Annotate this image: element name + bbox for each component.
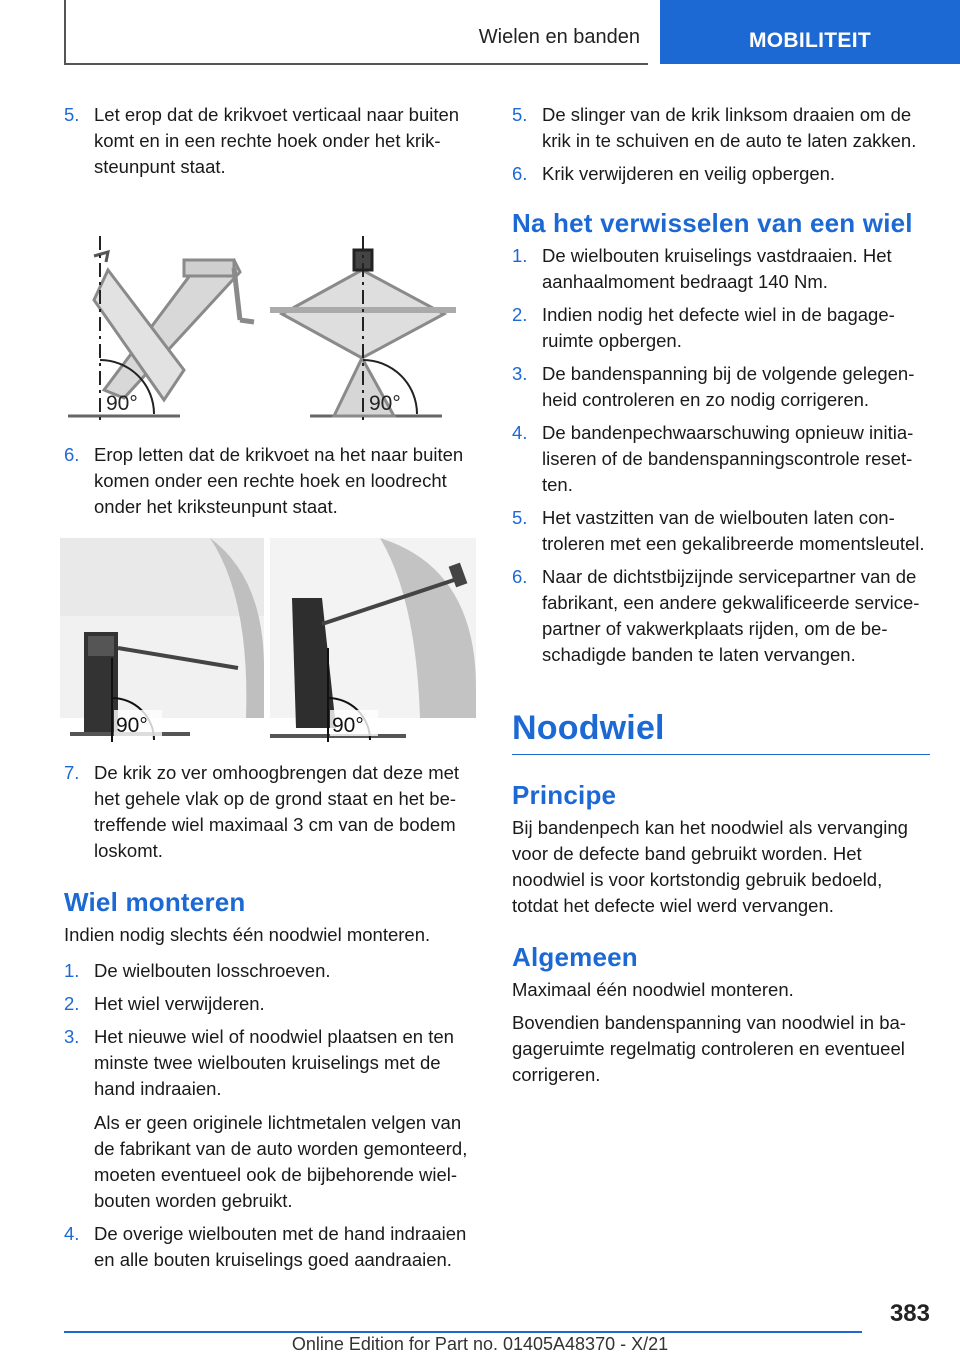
jack-photo-figure xyxy=(60,538,482,744)
step-number: 4. xyxy=(64,1223,80,1244)
chapter-heading-wrap xyxy=(512,708,930,755)
step-text: Indien nodig het defecte wiel in de bagageruimte opbergen. xyxy=(542,304,895,351)
step-text: De overige wielbouten met de hand indraaien en alle bouten kruiselings goed aandraaien. xyxy=(94,1223,467,1270)
step-number: 4. xyxy=(512,422,528,443)
left-column xyxy=(64,102,482,1280)
header-chapter-tab: MOBILITEIT xyxy=(660,0,960,64)
step-text: De bandenpechwaarschuwing opnieuw initialiseren of de bandenspanningscontrole resetten. xyxy=(542,422,914,495)
list-item xyxy=(512,243,930,295)
paragraph: Indien nodig slechts één noodwiel monteren. xyxy=(64,924,431,945)
list-item xyxy=(512,420,930,498)
step-text: Naar de dichtstbijzijnde servicepartner van de fabrikant, een andere gekwalificeerde servicepartner of vakwerkplaats rijden, om de beschadigde banden te laten vervangen. xyxy=(542,566,920,665)
list-item xyxy=(64,991,482,1017)
list-item xyxy=(512,102,930,154)
list-item xyxy=(64,442,482,520)
step-text: De bandenspanning bij de volgende gelegenheid controleren en zo nodig corrigeren. xyxy=(542,363,915,410)
step-number: 3. xyxy=(64,1026,80,1047)
step-number: 6. xyxy=(512,163,528,184)
step-number: 5. xyxy=(512,104,528,125)
header-rule xyxy=(64,0,66,64)
section-heading: Principe xyxy=(512,780,617,810)
list-item xyxy=(512,302,930,354)
list-item xyxy=(512,161,930,187)
list-item xyxy=(64,102,482,180)
step-text: Het wiel verwijderen. xyxy=(94,993,265,1014)
jack-diagram xyxy=(64,230,482,426)
step-number: 5. xyxy=(512,507,528,528)
step-note: Als er geen originele lichtmetalen velgen van de fabrikant van de auto worden gemonteerd, moeten eventueel ook de bijbehorende wielbouten worden gebruikt. xyxy=(94,1112,468,1211)
paragraph: Bovendien bandenspanning van noodwiel in bagageruimte regelmatig controleren en eventueel corrigeren. xyxy=(512,1012,906,1085)
footer-edition: Online Edition for Part no. 01405A48370 - X/21 xyxy=(291,1334,669,1354)
list-item xyxy=(64,958,482,984)
step-number: 6. xyxy=(512,566,528,587)
list-item xyxy=(512,361,930,413)
step-text: De slinger van de krik linksom draaien om de krik in te schuiven en de auto te laten zakken. xyxy=(542,104,917,151)
angle-label: 90° xyxy=(116,714,148,737)
step-text: Krik verwijderen en veilig opbergen. xyxy=(542,163,836,184)
section-heading: Algemeen xyxy=(512,942,638,972)
chapter-heading: Noodwiel xyxy=(512,709,665,747)
angle-label: 90° xyxy=(106,392,138,415)
step-number: 3. xyxy=(512,363,528,384)
list-item xyxy=(64,760,482,864)
footer-line xyxy=(64,1331,862,1333)
step-number: 1. xyxy=(512,245,528,266)
angle-label: 90° xyxy=(332,714,364,737)
step-number: 7. xyxy=(64,762,80,783)
jack-photo xyxy=(60,538,476,744)
step-text: Let erop dat de krikvoet verticaal naar buiten komt en in een rechte hoek onder het kriksteunpunt staat. xyxy=(94,104,460,177)
paragraph: Bij bandenpech kan het noodwiel als vervanging voor de defecte band gebruikt worden. Het noodwiel is voor kortstondig gebruik bedoeld, totdat het defecte wiel werd vervangen. xyxy=(512,817,908,916)
list-item xyxy=(512,505,930,557)
angle-label: 90° xyxy=(369,392,401,415)
step-number: 2. xyxy=(512,304,528,325)
step-number: 2. xyxy=(64,993,80,1014)
step-text: Het vastzitten van de wielbouten laten controleren met een gekalibreerde momentsleutel. xyxy=(542,507,925,554)
list-item xyxy=(64,1221,482,1273)
header-section-title: Wielen en banden xyxy=(478,26,640,48)
step-number: 1. xyxy=(64,960,80,981)
step-text: De krik zo ver omhoogbrengen dat deze met het gehele vlak op de grond staat en het betreffende wiel maximaal 3 cm van de bodem loskomt. xyxy=(94,762,460,861)
section-heading: Wiel monteren xyxy=(64,887,246,917)
header-line xyxy=(64,63,648,65)
step-text: De wielbouten losschroeven. xyxy=(94,960,331,981)
page-number: 383 xyxy=(889,1300,930,1327)
right-column xyxy=(512,102,930,1095)
step-number: 6. xyxy=(64,444,80,465)
step-text: Het nieuwe wiel of noodwiel plaatsen en ten minste twee wielbouten kruiselings met de hand indraaien. xyxy=(94,1026,454,1099)
paragraph: Maximaal één noodwiel monteren. xyxy=(512,979,794,1000)
jack-diagram-figure xyxy=(64,230,482,426)
section-heading: Na het verwisselen van een wiel xyxy=(512,208,913,238)
list-item xyxy=(64,1024,482,1214)
step-number: 5. xyxy=(64,104,80,125)
list-item xyxy=(512,564,930,668)
step-text: De wielbouten kruiselings vastdraaien. Het aanhaalmoment bedraagt 140 Nm. xyxy=(542,245,892,292)
step-text: Erop letten dat de krikvoet na het naar buiten komen onder een rechte hoek en loodrecht onder het kriksteunpunt staat. xyxy=(94,444,464,517)
